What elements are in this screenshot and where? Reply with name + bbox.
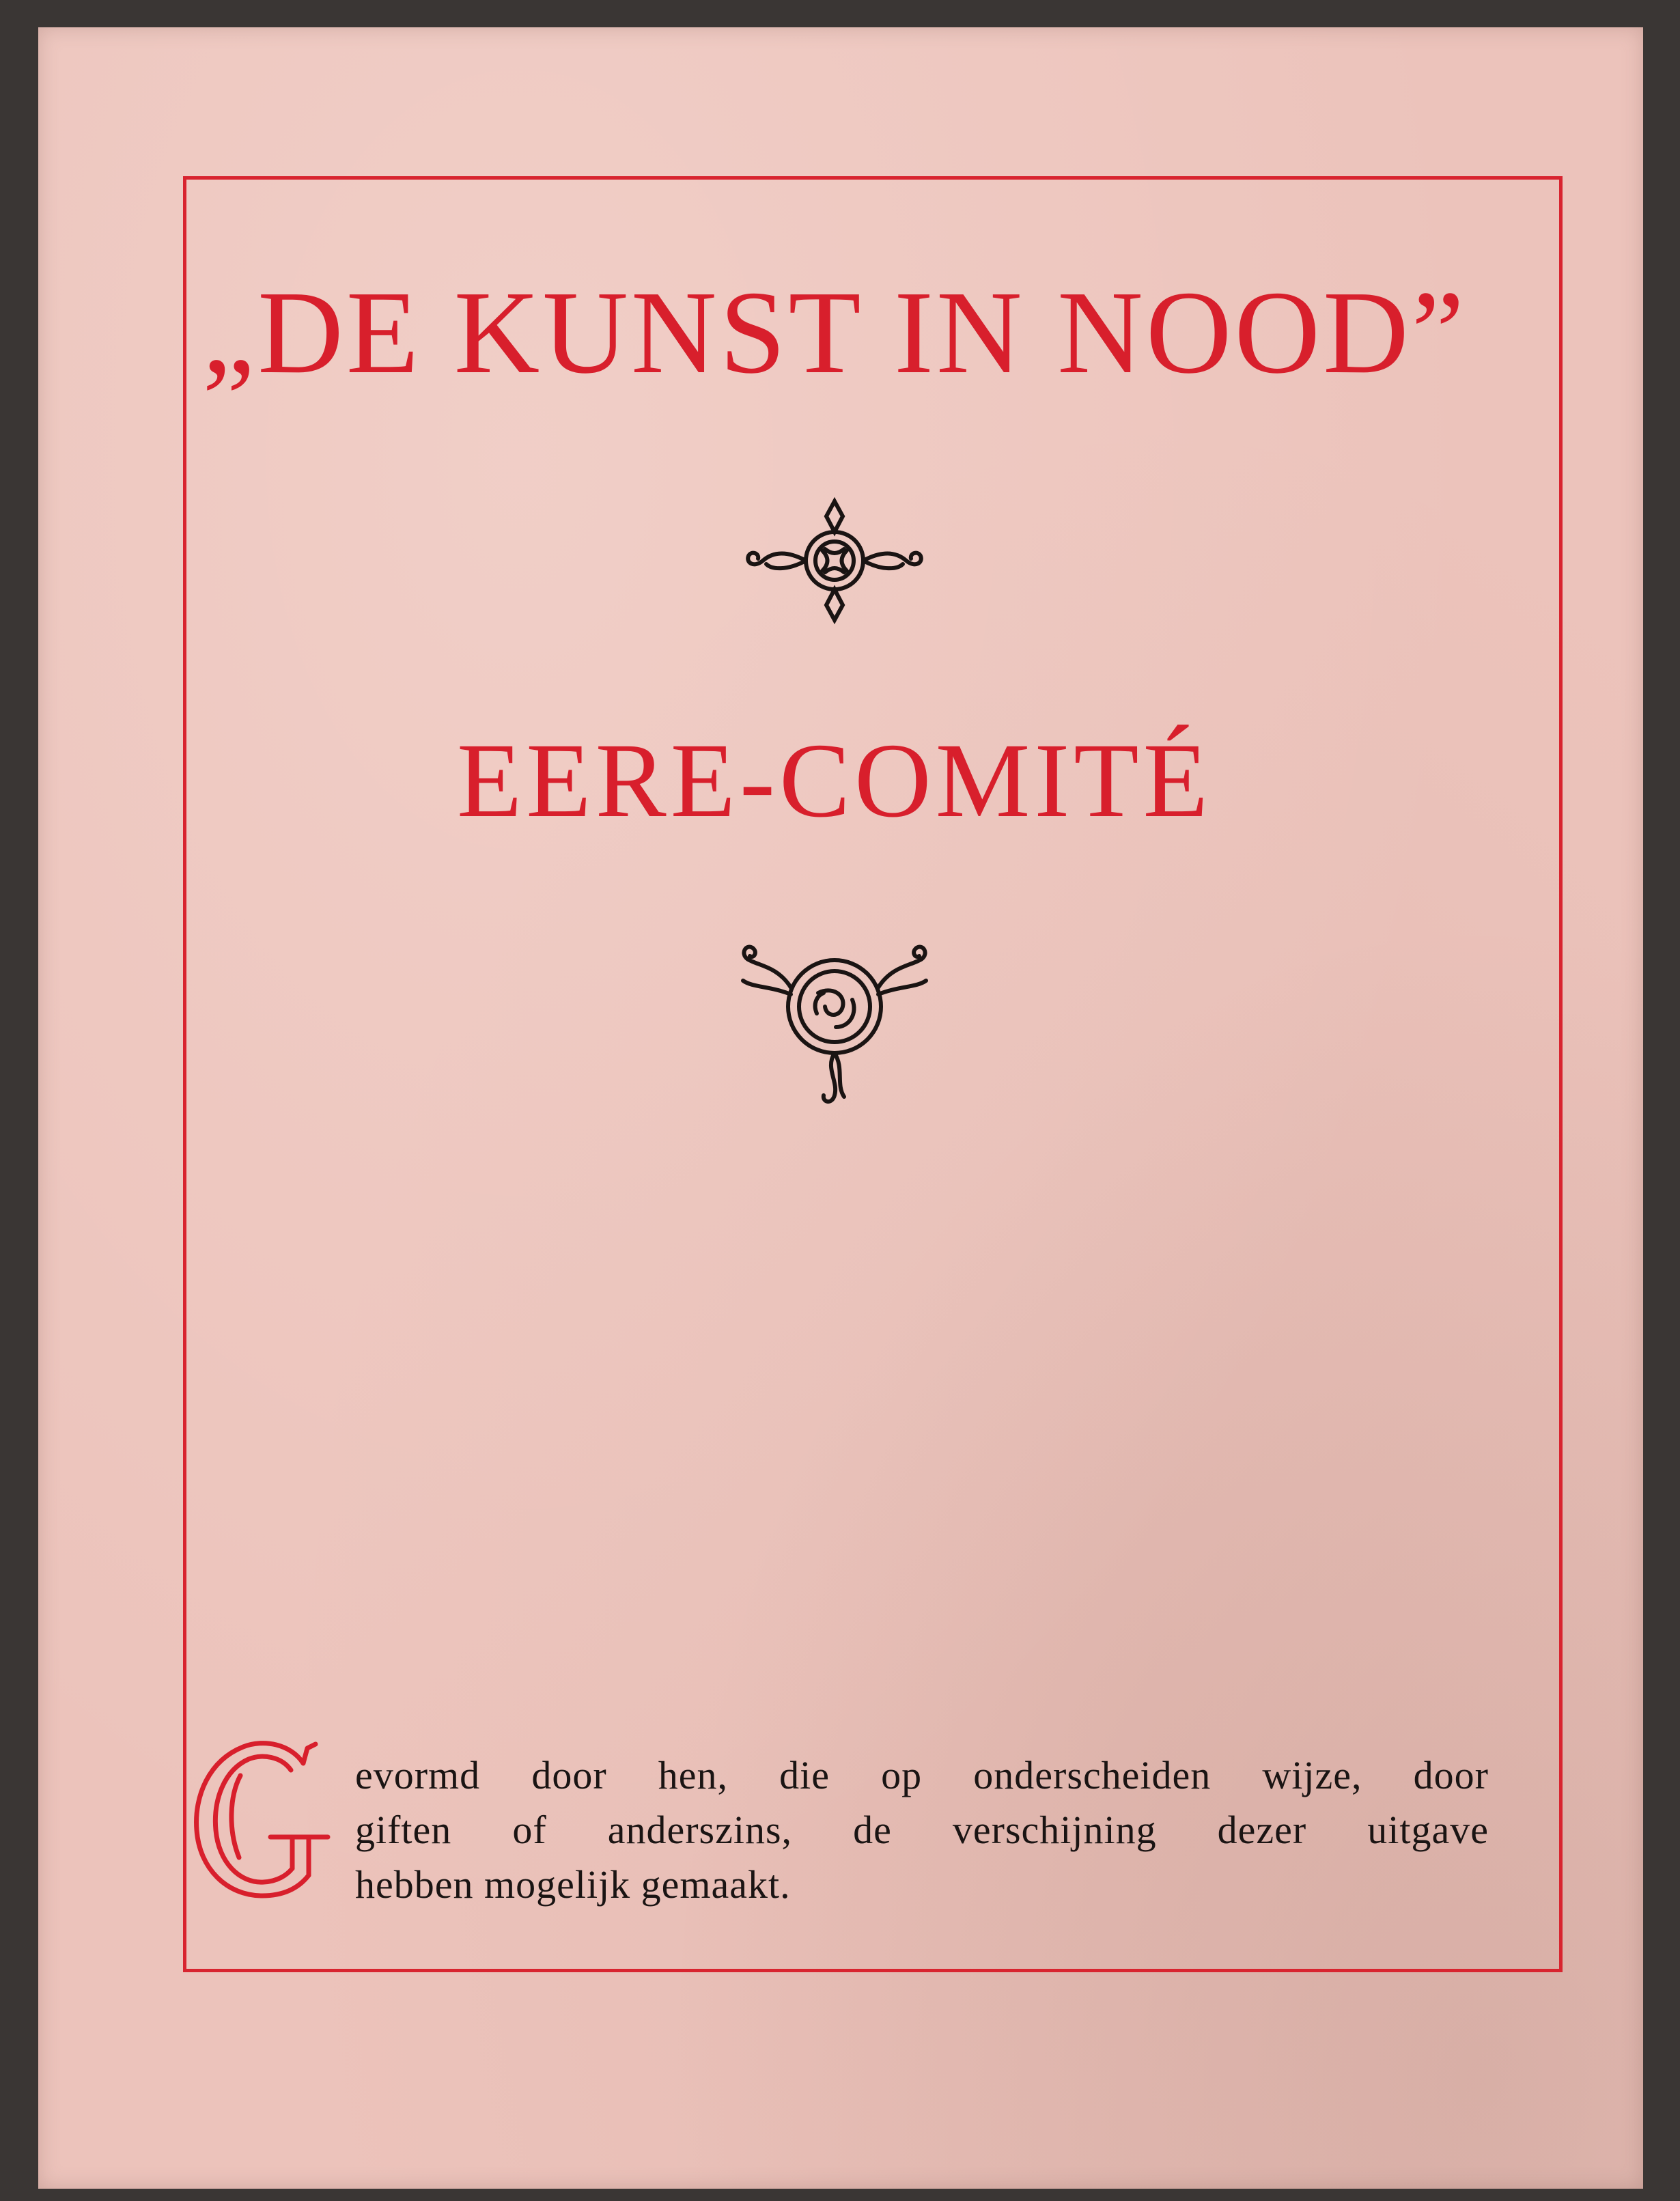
- body-line-1: evormd door hen, die op onderscheiden wijze, door: [355, 1753, 1489, 1797]
- body-line-3: hebben mogelijk gemaakt.: [355, 1862, 791, 1907]
- ornament-trefoil-icon: [736, 938, 933, 1109]
- body-paragraph: [355, 1748, 1489, 1912]
- drop-cap-g-icon: [182, 1735, 332, 1905]
- body-line-2: giften of anderszins, de verschijning dezer uitgave: [355, 1808, 1489, 1852]
- ornament-quatrefoil-icon: [739, 496, 930, 626]
- document-title: „DE KUNST IN NOOD”: [201, 266, 1468, 398]
- document-subtitle: EERE-COMITÉ: [457, 721, 1212, 839]
